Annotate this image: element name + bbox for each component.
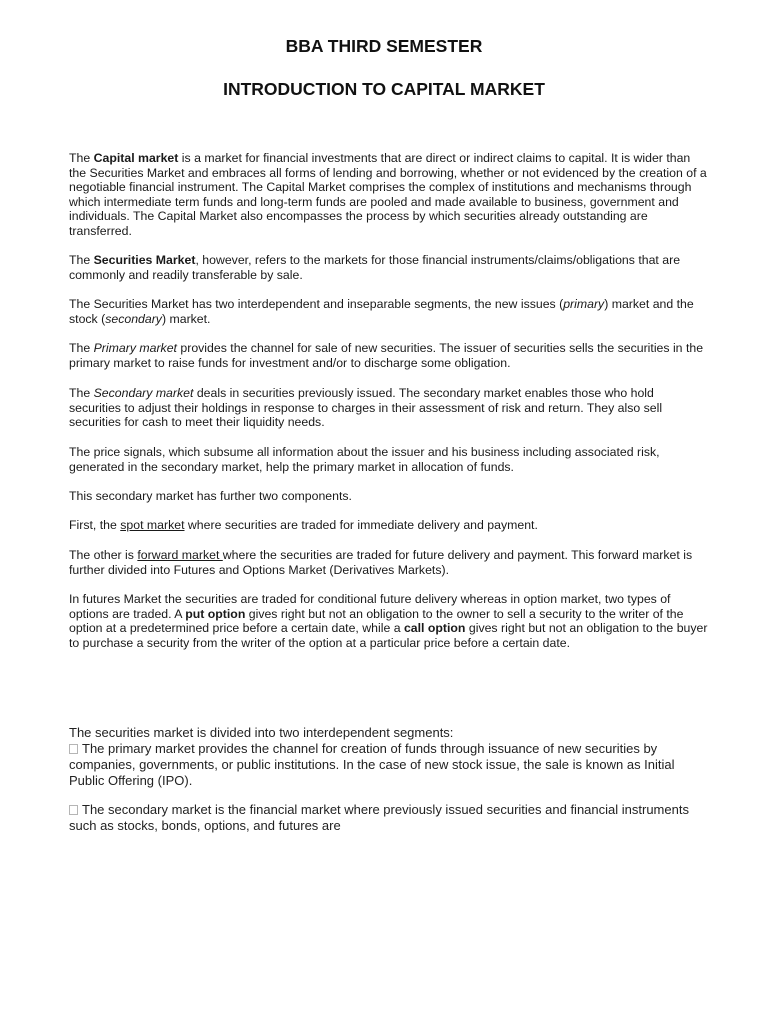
paragraph-price-signals: The price signals, which subsume all information about the issuer and his business including associated risk, generated in the secondary market, help the primary market in allocation of funds. xyxy=(69,445,660,474)
bullet-box-icon xyxy=(69,744,78,754)
term-secondary-market: Secondary market xyxy=(93,386,194,400)
term-primary: primary xyxy=(563,297,605,311)
paragraph-capital-market: The Capital market is a market for financial investments that are direct or indirect claims to capital. It is wider than the Securities Market and embraces all forms of lending and borrowing, whether or not evidenced by the creation of a negotiable financial instrument. The Capital Market comprises the complex of institutions and mechanisms through which intermediate term funds and long-term funds are pooled and made available to business, government and individuals. The Capital Market also encompasses the process by which securities already outstanding are transferred. xyxy=(69,151,707,238)
term-secondary: secondary xyxy=(105,311,162,326)
term-spot-market: spot market xyxy=(120,518,185,532)
bullet-box-icon xyxy=(69,805,78,815)
paragraph-segments: The Securities Market has two interdependent and inseparable segments, the new issues (primary) market and the stock (secondary) market. xyxy=(69,297,694,326)
paragraph-options: In futures Market the securities are traded for conditional future delivery whereas in option market, two types of options are traded. A put option gives right but not an obligation to the owner to sell a security to the writer of the option at a predetermined price before a certain date, while a call option gives right but not an obligation to the buyer to purchase a security from the writer of the option at a particular price before a certain date. xyxy=(69,592,708,650)
term-securities-market: Securities Market xyxy=(93,253,196,267)
term-primary-market: Primary market xyxy=(93,341,177,355)
document-subtitle: INTRODUCTION TO CAPITAL MARKET xyxy=(223,79,545,99)
term-put-option: put option xyxy=(185,606,246,621)
document-title: BBA THIRD SEMESTER xyxy=(285,36,483,56)
paragraph-spot-market: First, the spot market where securities are traded for immediate delivery and payment. xyxy=(69,518,538,532)
paragraph-securities-market: The Securities Market, however, refers to the markets for those financial instruments/claims/obligations that are commonly and readily transferable by sale. xyxy=(69,253,681,282)
bullet-primary-market: The primary market provides the channel for creation of funds through issuance of new securities by companies, governments, or public institutions. In the case of new stock issue, the sale is known as Initial Public Offering (IPO). xyxy=(69,741,675,788)
paragraph-primary-market: The Primary market provides the channel for sale of new securities. The issuer of securities sells the securities in the primary market to raise funds for investment and/or to discharge some obligation. xyxy=(69,341,704,370)
paragraph-secondary-market: The Secondary market deals in securities previously issued. The secondary market enables those who hold securities to adjust their holdings in response to charges in their assessment of risk and return. They also sell securities for cash to meet their liquidity needs. xyxy=(69,386,663,430)
term-capital-market: Capital market xyxy=(93,151,179,165)
term-forward-market: forward market xyxy=(137,548,223,562)
bullet-secondary-market: The secondary market is the financial market where previously issued securities and financial instruments such as stocks, bonds, options, and futures are xyxy=(69,802,689,833)
paragraph-two-components: This secondary market has further two components. xyxy=(69,489,352,503)
term-call-option: call option xyxy=(403,621,466,636)
paragraph-segments-intro: The securities market is divided into two interdependent segments: xyxy=(69,725,454,740)
paragraph-forward-market: The other is forward market where the securities are traded for future delivery and payment. This forward market is further divided into Futures and Options Market (Derivatives Markets). xyxy=(69,548,693,577)
